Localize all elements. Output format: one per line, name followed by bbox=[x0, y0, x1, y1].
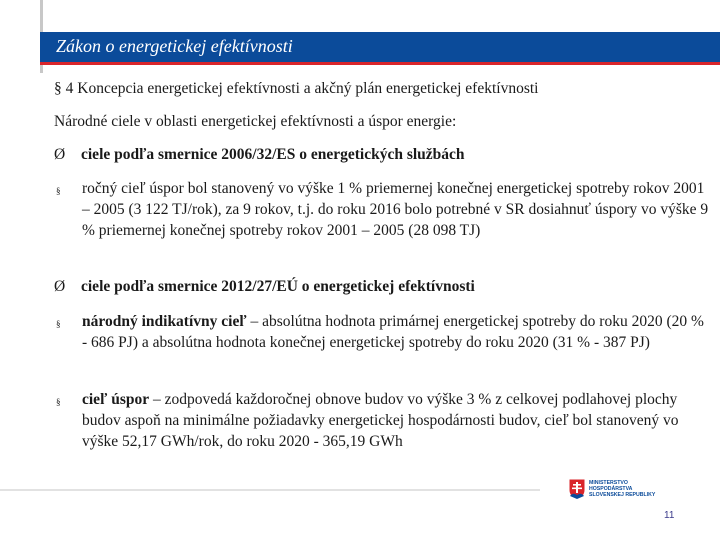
square-bullet-icon: § bbox=[56, 186, 61, 196]
section1-bullet-1 bbox=[56, 178, 712, 241]
section2-bullet-1 bbox=[56, 311, 712, 353]
bullet-text bbox=[82, 311, 712, 353]
section2-heading-text: ciele podľa smernice 2012/27/EÚ o energetickej efektívnosti bbox=[81, 278, 475, 295]
bullet-bold-term: cieľ úspor bbox=[82, 391, 150, 408]
page-title: Zákon o energetickej efektívnosti bbox=[56, 36, 293, 56]
title-bar bbox=[40, 32, 720, 62]
logo-line-1: MINISTERSTVO bbox=[589, 480, 628, 486]
title-underline bbox=[40, 62, 720, 65]
bullet-text bbox=[82, 389, 712, 452]
left-decor-line bbox=[40, 0, 43, 32]
square-bullet-icon: § bbox=[56, 319, 61, 329]
section1-heading bbox=[54, 146, 465, 164]
left-decor-line-lower bbox=[40, 65, 43, 73]
arrow-bullet-icon: Ø bbox=[54, 146, 66, 163]
section2-heading bbox=[54, 278, 475, 296]
ministry-logo bbox=[568, 478, 655, 500]
page-number: 11 bbox=[664, 510, 675, 521]
footer-divider bbox=[0, 489, 540, 491]
bullet-rest: – zodpovedá každoročnej obnove budov vo výške 3 % z celkovej podlahovej plochy budov aspoň na minimálne požiadavky energetickej hospodárnosti budov, cieľ bol stanovený vo výške 52,17 GWh/rok, do roku 2020 - 365,19 GWh bbox=[82, 391, 679, 450]
logo-line-3: SLOVENSKEJ REPUBLIKY bbox=[589, 492, 656, 499]
slovak-coat-of-arms-icon bbox=[568, 478, 586, 500]
intro-text: Národné ciele v oblasti energetickej efektívnosti a úspor energie: bbox=[54, 113, 457, 130]
section2-bullet-2 bbox=[56, 389, 712, 452]
section-subtitle: § 4 Koncepcia energetickej efektívnosti a akčný plán energetickej efektívnosti bbox=[54, 80, 539, 97]
arrow-bullet-icon: Ø bbox=[54, 278, 66, 295]
logo-line-2: HOSPODÁRSTVA bbox=[589, 486, 633, 493]
bullet-text: ročný cieľ úspor bol stanovený vo výške 1 % priemernej konečnej energetickej spotreby rokov 2001 – 2005 (3 122 TJ/rok), za 9 rokov, t.j. do roku 2016 bolo potrebné v SR dosiahnuť úspory vo výške 9 % priemernej konečnej spotreby rokov 2001 – 2005 (28 098 TJ) bbox=[82, 180, 709, 239]
bullet-bold-term: národný indikatívny cieľ bbox=[82, 313, 247, 330]
section1-heading-text: ciele podľa smernice 2006/32/ES o energetických službách bbox=[81, 146, 465, 163]
square-bullet-icon: § bbox=[56, 397, 61, 407]
bullet-rest: – absolútna hodnota primárnej energetickej spotreby do roku 2020 (20 % - 686 PJ) a absolútna hodnota konečnej energetickej spotreby do roku 2020 (31 % - 387 PJ) bbox=[82, 313, 704, 351]
